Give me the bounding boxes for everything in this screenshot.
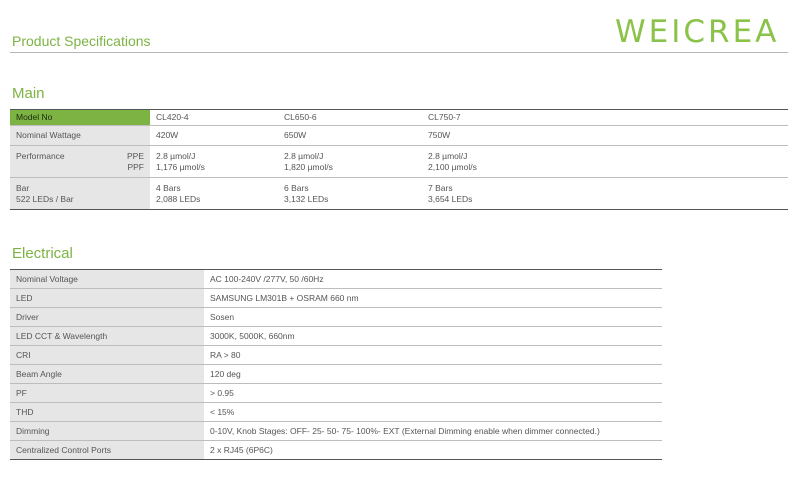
performance-cl420 — [150, 146, 278, 178]
row-label: CRI — [10, 346, 204, 365]
model-cl650: CL650-6 — [284, 112, 317, 122]
label-model-no: Model No — [10, 110, 150, 126]
bar-count: 6 Bars — [284, 182, 309, 193]
ppf-value: 1,820 µmol/s — [284, 161, 333, 172]
table-row-performance — [10, 146, 788, 178]
label-wattage: Nominal Wattage — [10, 126, 150, 146]
table-row — [10, 289, 662, 308]
row-label: Dimming — [10, 422, 204, 441]
label-performance — [10, 146, 150, 178]
row-value: 3000K, 5000K, 660nm — [210, 330, 295, 341]
wattage-cl420: 420W — [156, 130, 179, 140]
table-row — [10, 308, 662, 327]
table-row — [10, 346, 662, 365]
bar-cl650 — [278, 178, 422, 210]
ppf-value: 1,176 µmol/s — [156, 161, 205, 172]
table-row-bar — [10, 178, 788, 210]
label-bar — [10, 178, 150, 210]
row-value: Sosen — [210, 311, 235, 322]
model-cl750: CL750-7 — [428, 112, 461, 122]
row-value: SAMSUNG LM301B + OSRAM 660 nm — [210, 292, 359, 303]
row-label: Centralized Control Ports — [10, 441, 204, 460]
ppf-value: 2,100 µmol/s — [428, 161, 477, 172]
table-row — [10, 365, 662, 384]
row-value: AC 100-240V /277V, 50 /60Hz — [210, 273, 324, 284]
table-row — [10, 327, 662, 346]
led-count: 3,654 LEDs — [428, 193, 473, 204]
bar-label: Bar — [16, 182, 30, 193]
leds-per-bar-label: 522 LEDs / Bar — [16, 193, 74, 204]
model-cl420: CL420-4 — [156, 112, 189, 122]
ppe-value: 2.8 µmol/J — [156, 150, 196, 161]
main-spec-table — [10, 109, 788, 210]
ppe-value: 2.8 µmol/J — [428, 150, 468, 161]
row-value: > 0.95 — [210, 387, 234, 398]
table-row — [10, 384, 662, 403]
section-title-electrical: Electrical — [12, 245, 73, 262]
performance-cl750 — [422, 146, 788, 178]
table-row — [10, 422, 662, 441]
section-title-main: Main — [12, 85, 45, 102]
row-value: < 15% — [210, 406, 235, 417]
ppe-label: PPE — [126, 150, 144, 161]
bar-count: 4 Bars — [156, 182, 181, 193]
bar-count: 7 Bars — [428, 182, 453, 193]
brand-logo: WEICREA — [615, 14, 780, 50]
led-count: 3,132 LEDs — [284, 193, 329, 204]
wattage-cl650: 650W — [284, 130, 307, 140]
table-row — [10, 403, 662, 422]
row-label: PF — [10, 384, 204, 403]
ppe-value: 2.8 µmol/J — [284, 150, 324, 161]
row-label: Nominal Voltage — [10, 270, 204, 289]
electrical-spec-table — [10, 269, 662, 460]
header-divider — [10, 52, 788, 53]
performance-cl650 — [278, 146, 422, 178]
row-label: LED CCT & Wavelength — [10, 327, 204, 346]
row-label: LED — [10, 289, 204, 308]
row-value: 0-10V, Knob Stages: OFF- 25- 50- 75- 100%- EXT (External Dimming enable when dimmer connected.) — [210, 425, 600, 436]
row-label: Driver — [10, 308, 204, 327]
row-value: 2 x RJ45 (6P6C) — [210, 444, 273, 455]
table-row-model — [10, 110, 788, 126]
row-value: 120 deg — [210, 368, 241, 379]
bar-cl420 — [150, 178, 278, 210]
ppf-label: PPF — [127, 161, 144, 172]
row-value: RA > 80 — [210, 349, 241, 360]
row-label: THD — [10, 403, 204, 422]
table-row-wattage — [10, 126, 788, 146]
led-count: 2,088 LEDs — [156, 193, 201, 204]
wattage-cl750: 750W — [428, 130, 451, 140]
page-title: Product Specifications — [12, 33, 151, 49]
row-label: Beam Angle — [10, 365, 204, 384]
table-row — [10, 441, 662, 460]
performance-label: Performance — [16, 150, 65, 161]
table-row — [10, 270, 662, 289]
bar-cl750 — [422, 178, 788, 210]
